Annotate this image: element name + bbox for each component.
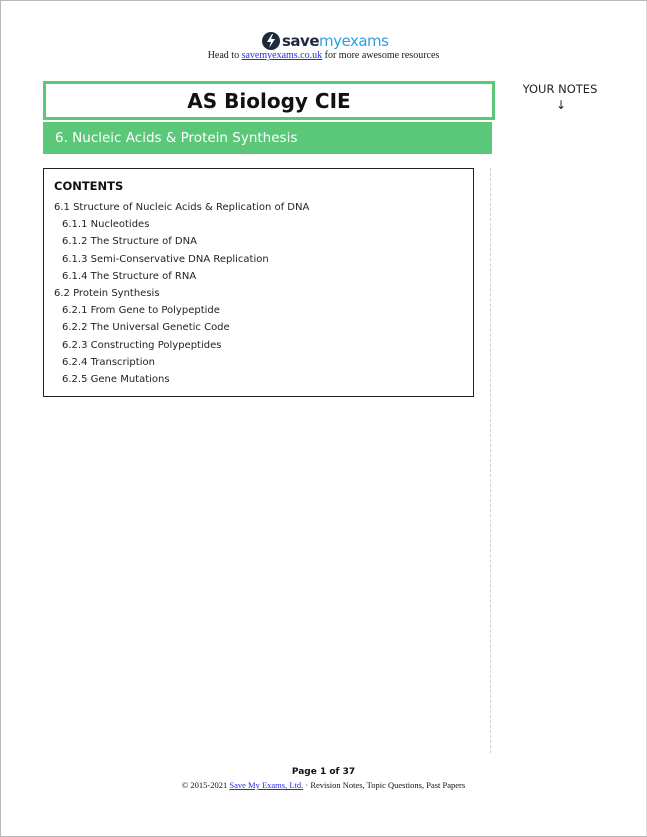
toc-item[interactable]: 6.2.3 Constructing Polypeptides (62, 339, 222, 351)
logo-brand-accent: myexams (319, 32, 389, 50)
contents-heading: CONTENTS (54, 179, 124, 193)
your-notes-label: YOUR NOTES (522, 82, 598, 96)
section-title: 6. Nucleic Acids & Protein Synthesis (55, 130, 298, 146)
contents-list (54, 199, 309, 388)
toc-item[interactable]: 6.2 Protein Synthesis (54, 287, 160, 299)
promo-prefix: Head to (207, 50, 242, 61)
toc-item[interactable]: 6.1.1 Nucleotides (62, 219, 150, 231)
header-promo (0, 50, 647, 61)
toc-item[interactable]: 6.2.1 From Gene to Polypeptide (62, 305, 220, 317)
section-title-bar (43, 122, 492, 154)
contents-box (43, 168, 474, 397)
toc-item[interactable]: 6.1 Structure of Nucleic Acids & Replication of DNA (54, 202, 310, 213)
document-title-box (43, 81, 495, 120)
logo-wordmark (282, 32, 388, 50)
notes-divider (490, 168, 491, 753)
promo-link[interactable]: savemyexams.co.uk (241, 50, 323, 61)
arrow-down-icon: ↓ (556, 98, 567, 112)
toc-item[interactable]: 6.1.4 The Structure of RNA (62, 270, 197, 282)
logo-brand-main: save (282, 32, 320, 50)
save-my-exams-logo[interactable] (262, 30, 388, 52)
toc-item[interactable]: 6.1.3 Semi-Conservative DNA Replication (62, 253, 269, 265)
page-number: Page 1 of 37 (291, 767, 356, 777)
copyright-prefix: © 2015-2021 (181, 780, 230, 790)
toc-item[interactable]: 6.2.2 The Universal Genetic Code (62, 322, 230, 334)
document-title: AS Biology CIE (187, 88, 351, 113)
toc-item[interactable]: 6.1.2 The Structure of DNA (62, 236, 197, 248)
footer-copyright (0, 780, 647, 790)
copyright-suffix: · Revision Notes, Topic Questions, Past Papers (303, 780, 466, 790)
copyright-link[interactable]: Save My Exams, Ltd. (229, 780, 304, 790)
toc-item[interactable]: 6.2.5 Gene Mutations (62, 373, 170, 385)
lightning-bolt-icon (262, 32, 280, 50)
toc-item[interactable]: 6.2.4 Transcription (62, 356, 155, 368)
promo-suffix: for more awesome resources (322, 50, 440, 61)
